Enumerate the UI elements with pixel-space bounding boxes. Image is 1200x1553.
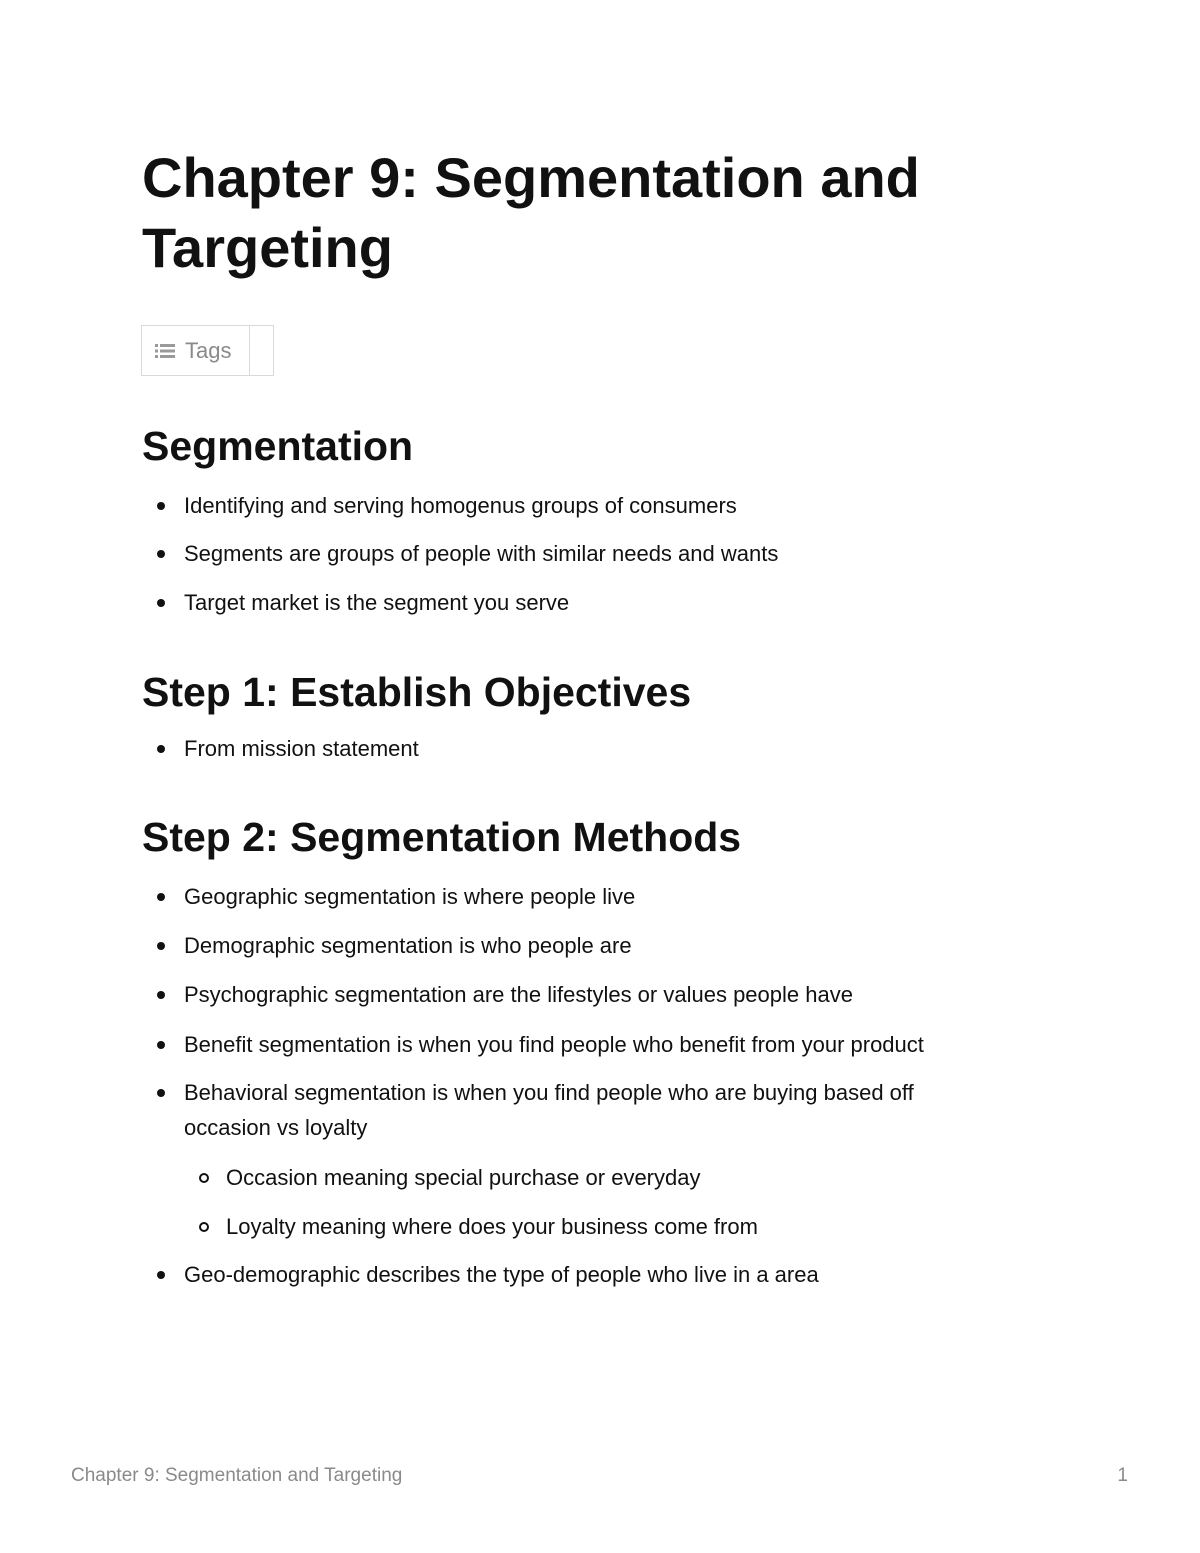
- list-item: Demographic segmentation is who people are: [142, 928, 1042, 963]
- footer-title: Chapter 9: Segmentation and Targeting: [71, 1465, 403, 1486]
- list-item: Psychographic segmentation are the lifestyles or values people have: [142, 977, 1042, 1012]
- tags-property[interactable]: [141, 325, 274, 376]
- tags-label: Tags: [185, 337, 232, 363]
- methods-list: [142, 879, 1042, 1292]
- list-item: Geographic segmentation is where people live: [142, 879, 1042, 914]
- list-icon: [155, 344, 175, 358]
- list-item: Identifying and serving homogenus groups of consumers: [142, 488, 1042, 523]
- section-heading-step-1: Step 1: Establish Objectives: [142, 669, 692, 715]
- list-item: Benefit segmentation is when you find people who benefit from your product: [142, 1027, 1042, 1062]
- segmentation-list: [142, 488, 1042, 620]
- section-heading-segmentation: Segmentation: [142, 423, 414, 469]
- list-item: Geo-demographic describes the type of people who live in a area: [142, 1257, 1042, 1292]
- page-number: 1: [1117, 1465, 1128, 1486]
- list-item: Target market is the segment you serve: [142, 585, 1042, 620]
- list-item: From mission statement: [142, 731, 1042, 766]
- sub-list-item: Occasion meaning special purchase or everyday: [142, 1160, 1042, 1195]
- list-item: Behavioral segmentation is when you find people who are buying based off occasion vs loyalty: [142, 1075, 984, 1145]
- section-heading-step-2: Step 2: Segmentation Methods: [142, 814, 742, 860]
- sub-list-item: Loyalty meaning where does your business come from: [142, 1209, 1042, 1244]
- list-item: Segments are groups of people with similar needs and wants: [142, 536, 1042, 571]
- tags-value-cell[interactable]: [249, 326, 250, 375]
- objectives-list: [142, 731, 1042, 766]
- page-title: Chapter 9: Segmentation and Targeting: [142, 146, 920, 279]
